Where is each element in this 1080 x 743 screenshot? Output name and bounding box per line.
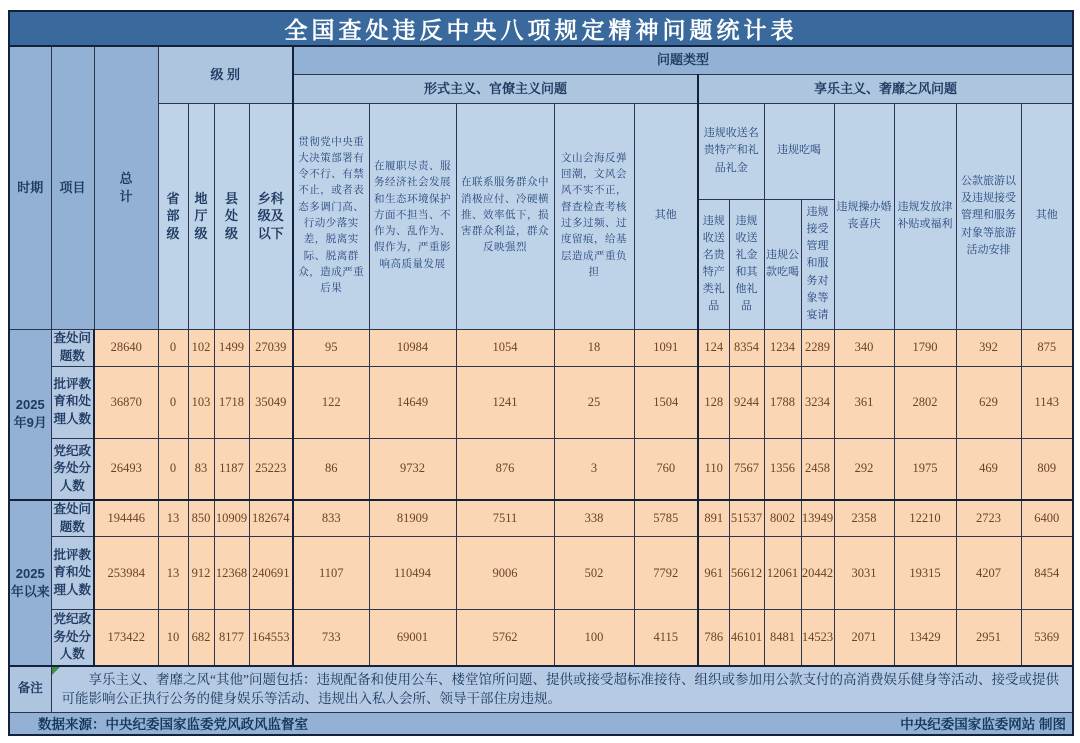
data-cell: 14523 (801, 610, 834, 666)
header-col-specialty-gifts: 违规收送名贵特产类礼品 (698, 199, 729, 329)
data-cell: 469 (956, 438, 1021, 500)
data-cell: 1091 (634, 329, 698, 366)
data-cell: 7792 (634, 537, 698, 610)
header-col-serving-masses: 在联系服务群众中消极应付、冷硬横推、效率低下，损害群众利益，群众反映强烈 (456, 103, 554, 329)
row-label-disciplined: 党纪政务处分人数 (51, 610, 94, 666)
data-cell: 292 (834, 438, 894, 500)
header-col-meetings-paperwork: 文山会海反弹回潮，文风会风不实不正，督查检查考核过多过频、过度留痕，给基层造成严重负担 (554, 103, 634, 329)
data-cell: 8354 (729, 329, 764, 366)
data-cell: 8454 (1021, 537, 1073, 610)
data-cell: 164553 (249, 610, 293, 666)
data-cell: 1499 (214, 329, 249, 366)
data-cell: 28640 (94, 329, 158, 366)
footer-bar (9, 712, 1073, 735)
data-cell: 12368 (214, 537, 249, 610)
statistics-table (8, 10, 1074, 736)
data-cell: 0 (158, 329, 188, 366)
data-cell: 12061 (764, 537, 801, 610)
header-formalism-group: 形式主义、官僚主义问题 (293, 74, 698, 103)
header-hedonism-group: 享乐主义、奢靡之风问题 (698, 74, 1073, 103)
data-cell: 81909 (369, 500, 456, 537)
data-cell: 1975 (894, 438, 956, 500)
data-cell: 10909 (214, 500, 249, 537)
period-label-sep-2025: 2025年9月 (9, 329, 51, 500)
data-cell: 1241 (456, 366, 554, 438)
data-cell: 6400 (1021, 500, 1073, 537)
header-period: 时期 (9, 46, 51, 329)
data-cell: 7567 (729, 438, 764, 500)
header-col-hedonism-other: 其他 (1021, 103, 1073, 329)
data-cell: 8177 (214, 610, 249, 666)
data-cell: 83 (188, 438, 214, 500)
data-cell: 253984 (94, 537, 158, 610)
data-cell: 51537 (729, 500, 764, 537)
data-source-text: 数据来源：中央纪委国家监委党风政风监督室 (38, 717, 308, 733)
data-cell: 961 (698, 537, 729, 610)
data-cell: 194446 (94, 500, 158, 537)
data-cell: 20442 (801, 537, 834, 610)
data-cell: 3234 (801, 366, 834, 438)
data-cell: 912 (188, 537, 214, 610)
data-cell: 13 (158, 500, 188, 537)
data-cell: 786 (698, 610, 729, 666)
header-total (94, 46, 158, 329)
data-cell: 46101 (729, 610, 764, 666)
data-cell: 19315 (894, 537, 956, 610)
data-cell: 102 (188, 329, 214, 366)
data-cell: 10 (158, 610, 188, 666)
header-col-public-funds-dining: 违规公款吃喝 (764, 199, 801, 329)
data-cell: 95 (293, 329, 369, 366)
remark-text-cell (51, 666, 1073, 713)
header-col-policy-implementation: 贯彻党中央重大决策部署有令不行、有禁不止，或者表态多调门高、行动少落实差，脱离实际、脱离群众，造成严重后果 (293, 103, 369, 329)
data-cell: 182674 (249, 500, 293, 537)
header-group-banquets: 违规吃喝 (764, 103, 834, 199)
data-cell: 27039 (249, 329, 293, 366)
data-cell: 1504 (634, 366, 698, 438)
row-label-problems-investigated: 查处问题数 (51, 329, 94, 366)
data-cell: 2458 (801, 438, 834, 500)
data-cell: 110 (698, 438, 729, 500)
data-cell: 338 (554, 500, 634, 537)
data-cell: 8481 (764, 610, 801, 666)
page-title: 全国查处违反中央八项规定精神问题统计表 (9, 11, 1073, 46)
data-cell: 25 (554, 366, 634, 438)
data-cell: 502 (554, 537, 634, 610)
data-cell: 8002 (764, 500, 801, 537)
header-col-allowances: 违规发放津补贴或福利 (894, 103, 956, 329)
data-cell: 25223 (249, 438, 293, 500)
data-cell: 3031 (834, 537, 894, 610)
data-cell: 100 (554, 610, 634, 666)
data-cell: 875 (1021, 329, 1073, 366)
data-cell: 86 (293, 438, 369, 500)
data-cell: 392 (956, 329, 1021, 366)
data-cell: 124 (698, 329, 729, 366)
data-cell: 5785 (634, 500, 698, 537)
data-cell: 9732 (369, 438, 456, 500)
data-cell: 103 (188, 366, 214, 438)
credit-text: 中央纪委国家监委网站 制图 (900, 717, 1066, 733)
data-cell: 12210 (894, 500, 956, 537)
data-cell: 3 (554, 438, 634, 500)
data-cell: 1054 (456, 329, 554, 366)
data-cell: 14649 (369, 366, 456, 438)
header-level-province (158, 103, 188, 329)
data-cell: 69001 (369, 610, 456, 666)
data-cell: 1143 (1021, 366, 1073, 438)
header-problem-type: 问题类型 (293, 46, 1073, 74)
level-label: 地厅级 (194, 190, 208, 241)
data-cell: 26493 (94, 438, 158, 500)
data-cell: 1788 (764, 366, 801, 438)
header-col-accepting-banquets: 违规接受管理和服务对象等宴请 (801, 199, 834, 329)
data-cell: 10984 (369, 329, 456, 366)
data-cell: 4115 (634, 610, 698, 666)
row-label-problems-investigated: 查处问题数 (51, 500, 94, 537)
header-col-duty-performance: 在履职尽责、服务经济社会发展和生态环境保护方面不担当、不作为、乱作为、假作为，严重影响高质量发展 (369, 103, 456, 329)
data-cell: 361 (834, 366, 894, 438)
data-cell: 35049 (249, 366, 293, 438)
header-level-prefecture (188, 103, 214, 329)
data-cell: 2358 (834, 500, 894, 537)
level-label: 省部级 (166, 190, 180, 241)
row-label-criticized-educated: 批评教育和处理人数 (51, 366, 94, 438)
data-cell: 733 (293, 610, 369, 666)
level-label: 乡科级及以下 (257, 190, 284, 241)
header-col-cash-gifts: 违规收送礼金和其他礼品 (729, 199, 764, 329)
comment-marker-triangle (52, 667, 60, 675)
data-cell: 1187 (214, 438, 249, 500)
data-cell: 0 (158, 366, 188, 438)
data-cell: 833 (293, 500, 369, 537)
data-cell: 9244 (729, 366, 764, 438)
data-cell: 2071 (834, 610, 894, 666)
remark-label: 备注 (9, 666, 51, 713)
data-cell: 876 (456, 438, 554, 500)
header-group-gifts: 违规收送名贵特产和礼品礼金 (698, 103, 764, 199)
header-total-label: 总计 (119, 171, 133, 204)
data-cell: 128 (698, 366, 729, 438)
statistics-sheet (8, 10, 1072, 736)
data-cell: 13949 (801, 500, 834, 537)
data-cell: 809 (1021, 438, 1073, 500)
header-item: 项目 (51, 46, 94, 329)
data-cell: 682 (188, 610, 214, 666)
data-cell: 5369 (1021, 610, 1073, 666)
header-col-public-funded-travel: 公款旅游以及违规接受管理和服务对象等旅游活动安排 (956, 103, 1021, 329)
data-cell: 1790 (894, 329, 956, 366)
data-cell: 240691 (249, 537, 293, 610)
data-cell: 36870 (94, 366, 158, 438)
header-level-county (214, 103, 249, 329)
header-col-weddings-funerals: 违规操办婚丧喜庆 (834, 103, 894, 329)
data-cell: 760 (634, 438, 698, 500)
data-cell: 110494 (369, 537, 456, 610)
data-cell: 13429 (894, 610, 956, 666)
remark-text: 享乐主义、奢靡之风“其他”问题包括：违规配备和使用公车、楼堂馆所问题、提供或接受超标准接待、组织或参加用公款支付的高消费娱乐健身等活动、接受或提供可能影响公正执行公务的健身娱乐等活动、违规出入私人会所、领导干部住房违规。 (61, 671, 1059, 707)
data-cell: 1107 (293, 537, 369, 610)
data-cell: 18 (554, 329, 634, 366)
period-label-since-2025: 2025年以来 (9, 500, 51, 666)
data-cell: 0 (158, 438, 188, 500)
data-cell: 2723 (956, 500, 1021, 537)
data-cell: 9006 (456, 537, 554, 610)
data-cell: 340 (834, 329, 894, 366)
data-cell: 1234 (764, 329, 801, 366)
row-label-disciplined: 党纪政务处分人数 (51, 438, 94, 500)
data-cell: 56612 (729, 537, 764, 610)
data-cell: 13 (158, 537, 188, 610)
data-cell: 891 (698, 500, 729, 537)
data-cell: 2951 (956, 610, 1021, 666)
row-label-criticized-educated: 批评教育和处理人数 (51, 537, 94, 610)
data-cell: 850 (188, 500, 214, 537)
data-cell: 1356 (764, 438, 801, 500)
data-cell: 4207 (956, 537, 1021, 610)
data-cell: 5762 (456, 610, 554, 666)
level-label: 县处级 (224, 190, 238, 241)
data-cell: 2289 (801, 329, 834, 366)
header-level-group: 级 别 (158, 46, 293, 103)
header-level-township (249, 103, 293, 329)
data-cell: 629 (956, 366, 1021, 438)
data-cell: 1718 (214, 366, 249, 438)
data-cell: 122 (293, 366, 369, 438)
header-col-formalism-other: 其他 (634, 103, 698, 329)
data-cell: 7511 (456, 500, 554, 537)
data-cell: 173422 (94, 610, 158, 666)
data-cell: 2802 (894, 366, 956, 438)
